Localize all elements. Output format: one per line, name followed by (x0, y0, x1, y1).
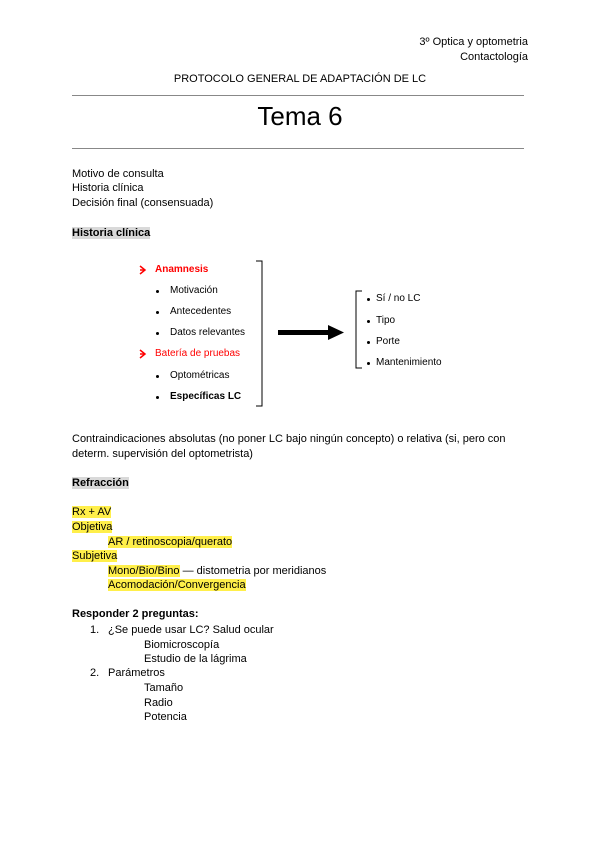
header-subject: Contactología (460, 51, 528, 63)
result-item: Tipo (376, 315, 396, 326)
bullet-icon (156, 311, 159, 314)
list-item: Potencia (144, 711, 187, 723)
question-1: ¿Se puede usar LC? Salud ocular (108, 624, 274, 636)
bullet-icon (367, 298, 370, 301)
title-divider (72, 148, 524, 149)
contraindicaciones-text: Contraindicaciones absolutas (no poner LC bajo ningún concepto) o relativa (si, pero con (72, 433, 506, 445)
bullet-icon (367, 341, 370, 344)
anamnesis-item: Motivación (170, 285, 218, 296)
bullet-icon (156, 332, 159, 335)
section-heading-refraccion: Refracción (72, 477, 129, 489)
objetiva-label: Objetiva (72, 521, 113, 533)
pruebas-item: Optométricas (170, 370, 230, 381)
mono-label: Mono/Bio/Bino (108, 565, 180, 577)
list-number: 2. (90, 667, 100, 679)
header-course: 3º Optica y optometria (419, 36, 528, 48)
anamnesis-label: Anamnesis (155, 264, 209, 275)
list-item: Tamaño (144, 682, 184, 694)
pruebas-label: Batería de pruebas (155, 348, 241, 359)
section-heading-preguntas: Responder 2 preguntas: (72, 608, 199, 620)
mono-description: — distometria por meridianos (179, 565, 327, 577)
objetiva-item: AR / retinoscopia/querato (108, 536, 233, 548)
list-item: Estudio de la lágrima (144, 653, 247, 665)
list-number: 1. (90, 624, 100, 636)
rx-label: Rx + AV (72, 506, 112, 518)
result-item: Mantenimiento (376, 357, 442, 368)
page-title: Tema 6 (257, 101, 343, 131)
subjetiva-label: Subjetiva (72, 550, 118, 562)
right-bracket-icon (254, 260, 266, 408)
bullet-icon (156, 396, 159, 399)
intro-line: Decisión final (consensuada) (72, 197, 214, 209)
bullet-icon (367, 320, 370, 323)
top-divider (72, 95, 524, 96)
arrowhead-bullet-icon (138, 348, 150, 360)
section-heading-historia: Historia clínica (72, 227, 151, 239)
question-2: Parámetros (108, 667, 165, 679)
list-item: Biomicroscopía (144, 639, 220, 651)
contraindicaciones-text: determ. supervisión del optometrista) (72, 448, 253, 460)
anamnesis-item: Datos relevantes (170, 327, 246, 338)
result-item: Sí / no LC (376, 293, 421, 304)
acomodacion-label: Acomodación/Convergencia (108, 579, 246, 591)
result-item: Porte (376, 336, 400, 347)
intro-line: Historia clínica (72, 182, 144, 194)
bullet-icon (156, 375, 159, 378)
arrowhead-bullet-icon (138, 264, 150, 276)
bullet-icon (367, 362, 370, 365)
anamnesis-item: Antecedentes (170, 306, 232, 317)
list-item: Radio (144, 697, 173, 709)
left-bracket-icon (354, 290, 364, 370)
pruebas-item: Específicas LC (170, 391, 242, 402)
intro-line: Motivo de consulta (72, 168, 164, 180)
bullet-icon (156, 290, 159, 293)
doc-title: PROTOCOLO GENERAL DE ADAPTACIÓN DE LC (173, 73, 427, 85)
right-arrow-icon (278, 324, 346, 342)
